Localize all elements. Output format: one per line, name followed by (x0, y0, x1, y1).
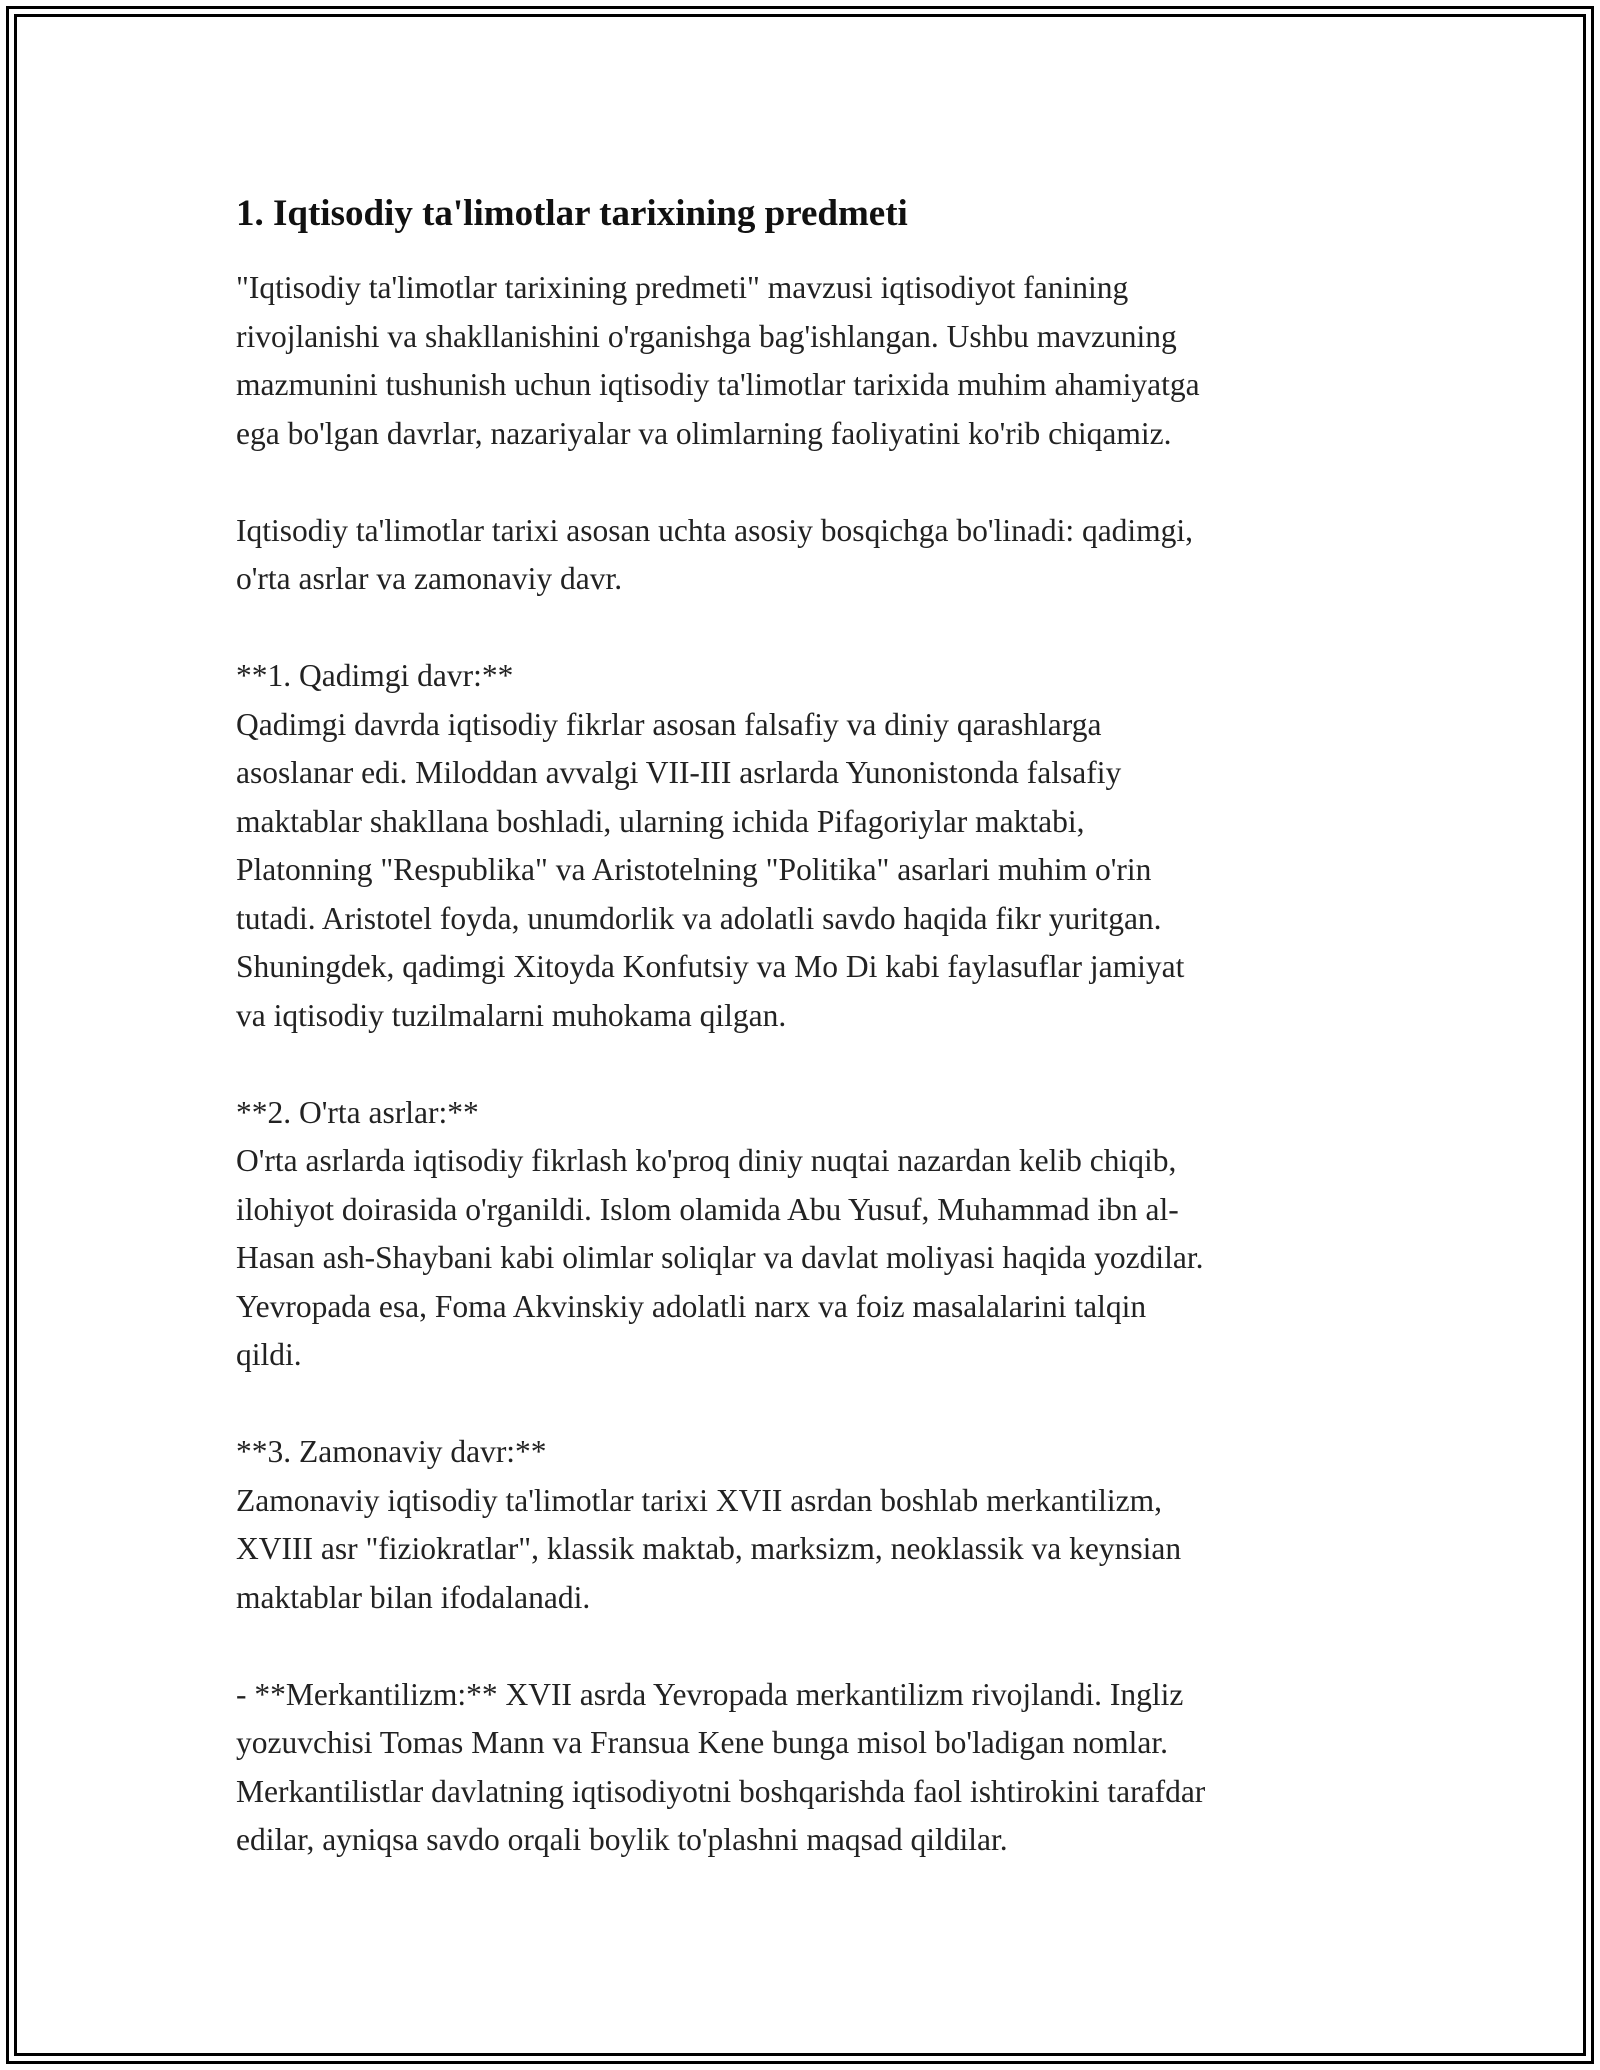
paragraph-intro: "Iqtisodiy ta'limotlar tarixining predmeti" mavzusi iqtisodiyot fanining rivojlanishi va shakllanishini o'rganishga bag'ishlangan. Ushbu mavzuning mazmunini tushunish uchun iqtisodiy ta'limotlar tarixida muhim ahamiyatga ega bo'lgan davrlar, nazariyalar va olimlarning faoliyatini ko'rib chiqamiz. (236, 270, 1200, 451)
paragraph-gap (236, 604, 1386, 653)
paragraph-gap (236, 458, 1386, 507)
paragraph-middle-ages: **2. O'rta asrlar:** O'rta asrlarda iqtisodiy fikrlash ko'proq diniy nuqtai nazardan kelib chiqib, ilohiyot doirasida o'rganildi. Islom olamida Abu Yusuf, Muhammad ibn al- Hasan ash-Shaybani kabi olimlar soliqlar va davlat moliyasi haqida yozdilar. Yevropada esa, Foma Akvinskiy adolatli narx va foiz masalalarini talqin qildi. (236, 1094, 1204, 1372)
paragraph-mercantilism: - **Merkantilizm:** XVII asrda Yevropada merkantilizm rivojlandi. Ingliz yozuvchisi Tomas Mann va Fransua Kene bunga misol bo'ladigan nomlar. Merkantilistlar davlatning iqtisodiyotni boshqarishda faol ishtirokini tarafdar edilar, ayniqsa savdo orqali boylik to'plashni maqsad qildilar. (236, 1676, 1206, 1857)
paragraph-gap (236, 1622, 1386, 1671)
paragraph-gap (236, 1380, 1386, 1429)
document-title: 1. Iqtisodiy ta'limotlar tarixining predmeti (236, 193, 908, 234)
paragraph-ancient-period: **1. Qadimgi davr:** Qadimgi davrda iqtisodiy fikrlar asosan falsafiy va diniy qarashlarga asoslanar edi. Miloddan avvalgi VII-III asrlarda Yunonistonda falsafiy maktablar shakllana boshladi, ularning ichida Pifagoriylar maktabi, Platonning "Respublika" va Aristotelning "Politika" asarlari muhim o'rin tutadi. Aristotel foyda, unumdorlik va adolatli savdo haqida fikr yuritgan. Shuningdek, qadimgi Xitoyda Konfutsiy va Mo Di kabi faylasuflar jamiyat va iqtisodiy tuzilmalarni muhokama qilgan. (236, 658, 1185, 1033)
document-body (236, 190, 1386, 1865)
paragraph-gap (236, 1040, 1386, 1089)
paragraph-stages: Iqtisodiy ta'limotlar tarixi asosan uchta asosiy bosqichga bo'linadi: qadimgi, o'rta asrlar va zamonaviy davr. (236, 512, 1194, 596)
paragraph-modern-period: **3. Zamonaviy davr:** Zamonaviy iqtisodiy ta'limotlar tarixi XVII asrdan boshlab merkantilizm, XVIII asr "fiziokratlar", klassik maktab, marksizm, neoklassik va keynsian maktablar bilan ifodalanadi. (236, 1434, 1182, 1615)
